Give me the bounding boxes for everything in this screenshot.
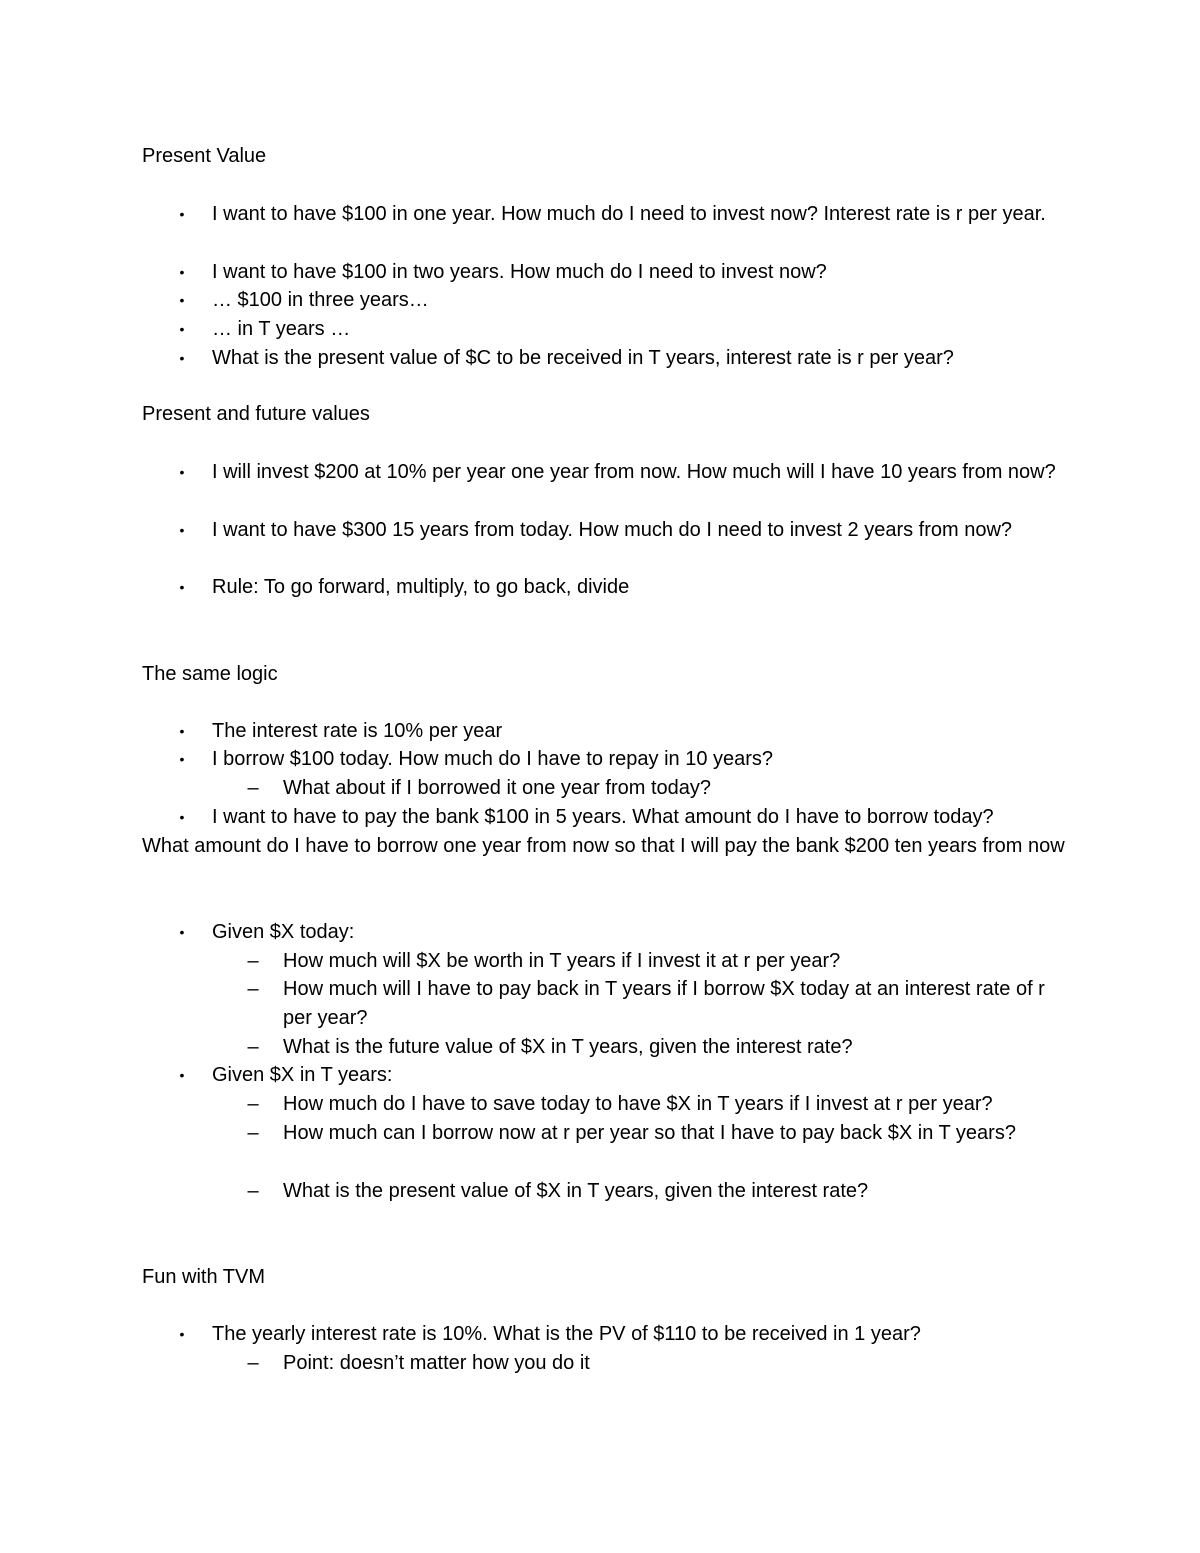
bullet-marker: • <box>179 723 185 739</box>
sub-list-item-text: What is the future value of $X in T years, given the interest rate? <box>283 1036 853 1058</box>
list-item <box>179 717 1082 746</box>
bullet-marker: • <box>179 579 185 595</box>
list-item-text: Given $X in T years: <box>212 1064 393 1086</box>
list-item-text: What is the present value of $C to be received in T years, interest rate is r per year? <box>212 347 954 369</box>
dash-marker: – <box>247 950 259 972</box>
dash-marker: – <box>247 1122 259 1144</box>
list-item <box>179 344 1082 373</box>
sub-list-item <box>247 947 1073 976</box>
bullet-marker: • <box>179 321 185 337</box>
bullet-marker: • <box>179 292 185 308</box>
sub-list-item-text: How much will I have to pay back in T years if I borrow $X today at an interest rate of r per year? <box>283 978 1045 1029</box>
bullet-marker: • <box>179 1326 185 1342</box>
sub-list-item <box>247 1033 1073 1062</box>
list-item-text: Rule: To go forward, multiply, to go back, divide <box>212 576 630 598</box>
sub-list-item <box>247 1090 1103 1119</box>
dash-marker: – <box>247 978 259 1000</box>
list-item <box>179 573 1082 602</box>
list-item <box>179 258 1082 287</box>
list-item <box>179 458 1082 487</box>
sub-list-item-text: What is the present value of $X in T years, given the interest rate? <box>283 1180 869 1202</box>
list-item-text: I will invest $200 at 10% per year one year from now. How much will I have 10 years from now? <box>212 461 1056 483</box>
sub-list-item-text: How much can I borrow now at r per year so that I have to pay back $X in T years? <box>283 1122 1016 1144</box>
list-item-text: The interest rate is 10% per year <box>212 720 503 742</box>
list-item <box>179 200 1082 229</box>
list-item <box>179 516 1082 545</box>
list-item <box>179 745 1082 774</box>
dash-marker: – <box>247 1036 259 1058</box>
heading-present-value: Present Value <box>142 145 267 167</box>
bullet-marker: • <box>179 522 185 538</box>
list-item-text: I borrow $100 today. How much do I have to repay in 10 years? <box>212 748 774 770</box>
list-item <box>179 1320 1082 1349</box>
sub-list-item-text: How much do I have to save today to have $X in T years if I invest at r per year? <box>283 1093 993 1115</box>
sub-list-item <box>247 774 1073 803</box>
list-item-text: … $100 in three years… <box>212 289 429 311</box>
bullet-marker: • <box>179 206 185 222</box>
dash-marker: – <box>247 1352 259 1374</box>
list-item-text: The yearly interest rate is 10%. What is the PV of $110 to be received in 1 year? <box>212 1323 921 1345</box>
bullet-marker: • <box>179 924 185 940</box>
list-item-text: I want to have $300 15 years from today. How much do I need to invest 2 years from now? <box>212 519 1013 541</box>
dash-marker: – <box>247 1093 259 1115</box>
heading-same-logic: The same logic <box>142 663 278 685</box>
list-item-text: I want to have to pay the bank $100 in 5 years. What amount do I have to borrow today? <box>212 806 994 828</box>
bullet-marker: • <box>179 1067 185 1083</box>
list-item-text: I want to have $100 in two years. How much do I need to invest now? <box>212 261 827 283</box>
list-item-given-t-years <box>179 1061 1082 1090</box>
sub-list-item <box>247 1177 1073 1206</box>
sub-list-item-text: How much will $X be worth in T years if I invest it at r per year? <box>283 950 841 972</box>
list-item-given-today <box>179 918 1082 947</box>
sub-list-item-text: What about if I borrowed it one year from today? <box>283 777 711 799</box>
sub-list-item-text: Point: doesn’t matter how you do it <box>283 1352 590 1374</box>
bullet-marker: • <box>179 264 185 280</box>
list-item <box>179 286 1082 315</box>
sub-list-item <box>247 1349 1073 1378</box>
heading-present-future: Present and future values <box>142 403 370 425</box>
paragraph: What amount do I have to borrow one year from now so that I will pay the bank $200 ten years from now <box>142 835 1065 857</box>
bullet-marker: • <box>179 809 185 825</box>
dash-marker: – <box>247 1180 259 1202</box>
bullet-marker: • <box>179 751 185 767</box>
dash-marker: – <box>247 777 259 799</box>
sub-list-item <box>247 1119 1073 1148</box>
bullet-marker: • <box>179 464 185 480</box>
heading-fun-tvm: Fun with TVM <box>142 1266 265 1288</box>
list-item-text: … in T years … <box>212 318 351 340</box>
list-item <box>179 803 1112 832</box>
list-item <box>179 315 1082 344</box>
list-item-text: Given $X today: <box>212 921 355 943</box>
sub-list-item <box>247 975 1073 1032</box>
bullet-marker: • <box>179 350 185 366</box>
list-item-text: I want to have $100 in one year. How much do I need to invest now? Interest rate is r per year. <box>212 203 1046 225</box>
